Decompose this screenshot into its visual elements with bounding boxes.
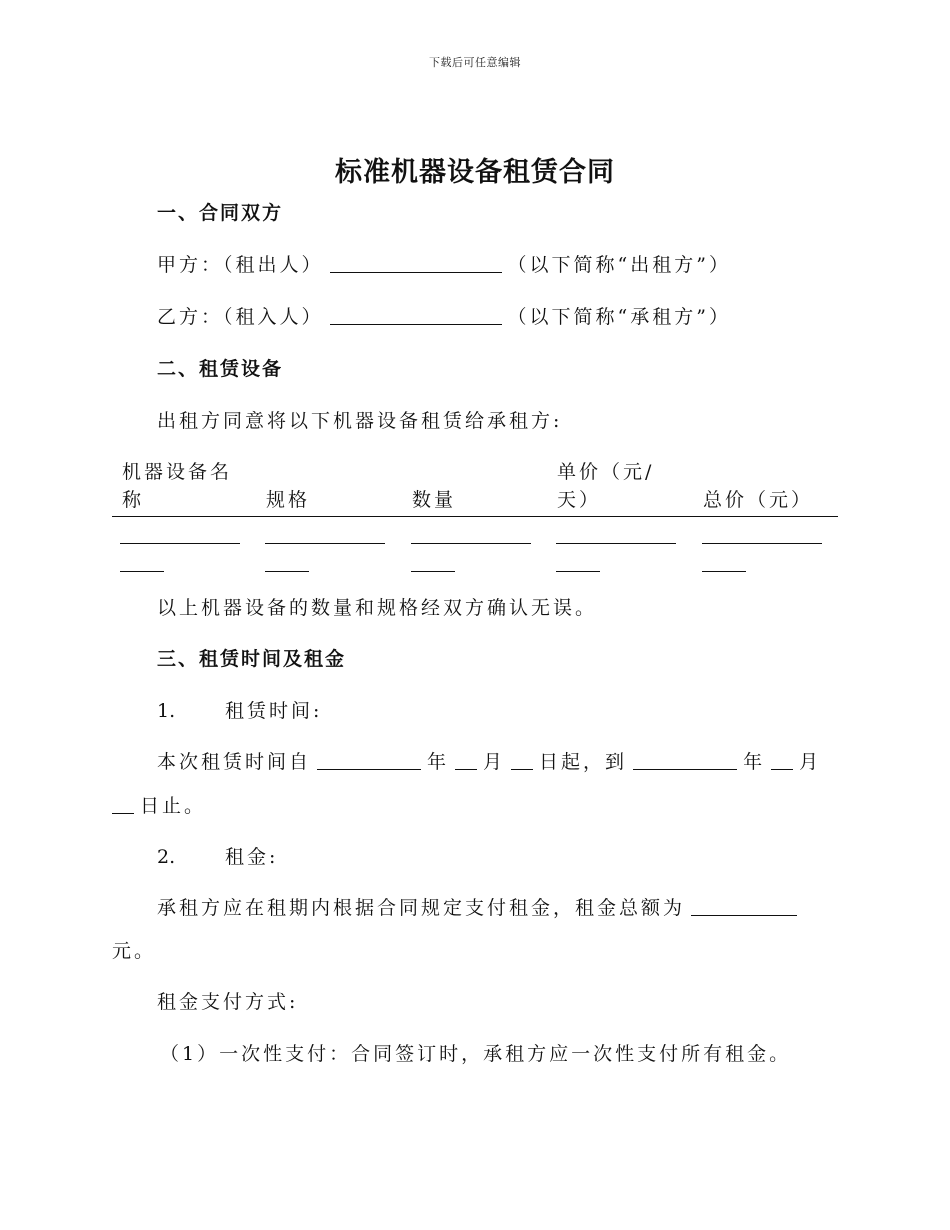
rent-line xyxy=(157,893,803,920)
end-year-label: 年 xyxy=(743,751,766,773)
day-from-text: 日起，到 xyxy=(539,751,628,773)
table-header-quantity: 数量 xyxy=(412,489,457,511)
start-month-blank[interactable] xyxy=(455,753,477,770)
party-a-line xyxy=(157,250,731,277)
section1-heading: 一、合同双方 xyxy=(157,202,284,224)
start-year-label: 年 xyxy=(427,751,450,773)
party-b-prefix: 乙方：（租入人） xyxy=(157,306,324,328)
end-year-blank[interactable] xyxy=(633,753,737,770)
cell-blank-unit-price-2[interactable] xyxy=(556,571,600,572)
period-line xyxy=(157,747,821,774)
item1-number: 1. xyxy=(157,700,176,722)
party-b-suffix: （以下简称“承租方”） xyxy=(507,306,731,328)
end-day-blank[interactable] xyxy=(112,797,134,814)
payment-option-1: （1）一次性支付：合同签订时，承租方应一次性支付所有租金。 xyxy=(160,1043,792,1065)
item1-line xyxy=(157,696,322,723)
cell-blank-spec[interactable] xyxy=(265,543,385,544)
party-a-suffix: （以下简称“出租方”） xyxy=(507,254,731,276)
section2-confirm: 以上机器设备的数量和规格经双方确认无误。 xyxy=(157,597,598,619)
start-year-blank[interactable] xyxy=(317,753,421,770)
item2-number: 2. xyxy=(157,846,176,868)
start-month-label: 月 xyxy=(483,751,506,773)
table-header-unit-price: 单价（元/天） xyxy=(557,461,655,511)
section2-heading: 二、租赁设备 xyxy=(157,358,284,380)
section2-intro: 出租方同意将以下机器设备租赁给承租方: xyxy=(157,410,563,432)
cell-blank-equipment[interactable] xyxy=(120,543,240,544)
table-header-total-price: 总价（元） xyxy=(703,489,814,511)
cell-blank-spec-2[interactable] xyxy=(265,571,309,572)
table-header-spec: 规格 xyxy=(266,489,311,511)
party-b-blank[interactable] xyxy=(330,308,502,325)
party-a-blank[interactable] xyxy=(330,256,502,273)
cell-blank-total-price-2[interactable] xyxy=(702,571,746,572)
cell-blank-quantity[interactable] xyxy=(411,543,531,544)
document-title: 标准机器设备租赁合同 xyxy=(335,157,615,188)
table-header-rule xyxy=(112,516,838,517)
day-end-text: 日止。 xyxy=(140,795,207,817)
start-day-blank[interactable] xyxy=(511,753,533,770)
period-start-text: 本次租赁时间自 xyxy=(157,751,312,773)
payment-label: 租金支付方式: xyxy=(157,991,299,1013)
item2-label: 租金: xyxy=(225,846,279,868)
rent-unit: 元。 xyxy=(112,940,157,962)
end-month-label: 月 xyxy=(799,751,822,773)
header-note: 下载后可任意编辑 xyxy=(429,56,521,69)
party-b-line xyxy=(157,302,731,329)
rent-total-blank[interactable] xyxy=(691,899,797,916)
cell-blank-equipment-2[interactable] xyxy=(120,571,164,572)
party-a-prefix: 甲方：（租出人） xyxy=(157,254,324,276)
end-month-blank[interactable] xyxy=(771,753,793,770)
rent-text: 承租方应在租期内根据合同规定支付租金，租金总额为 xyxy=(157,897,686,919)
table-header-equipment: 机器设备名称 xyxy=(122,461,233,511)
period-end-line xyxy=(112,791,206,818)
section3-heading: 三、租赁时间及租金 xyxy=(157,648,347,670)
cell-blank-quantity-2[interactable] xyxy=(411,571,455,572)
item2-line xyxy=(157,842,278,869)
item1-label: 租赁时间: xyxy=(225,700,323,722)
cell-blank-unit-price[interactable] xyxy=(556,543,676,544)
cell-blank-total-price[interactable] xyxy=(702,543,822,544)
